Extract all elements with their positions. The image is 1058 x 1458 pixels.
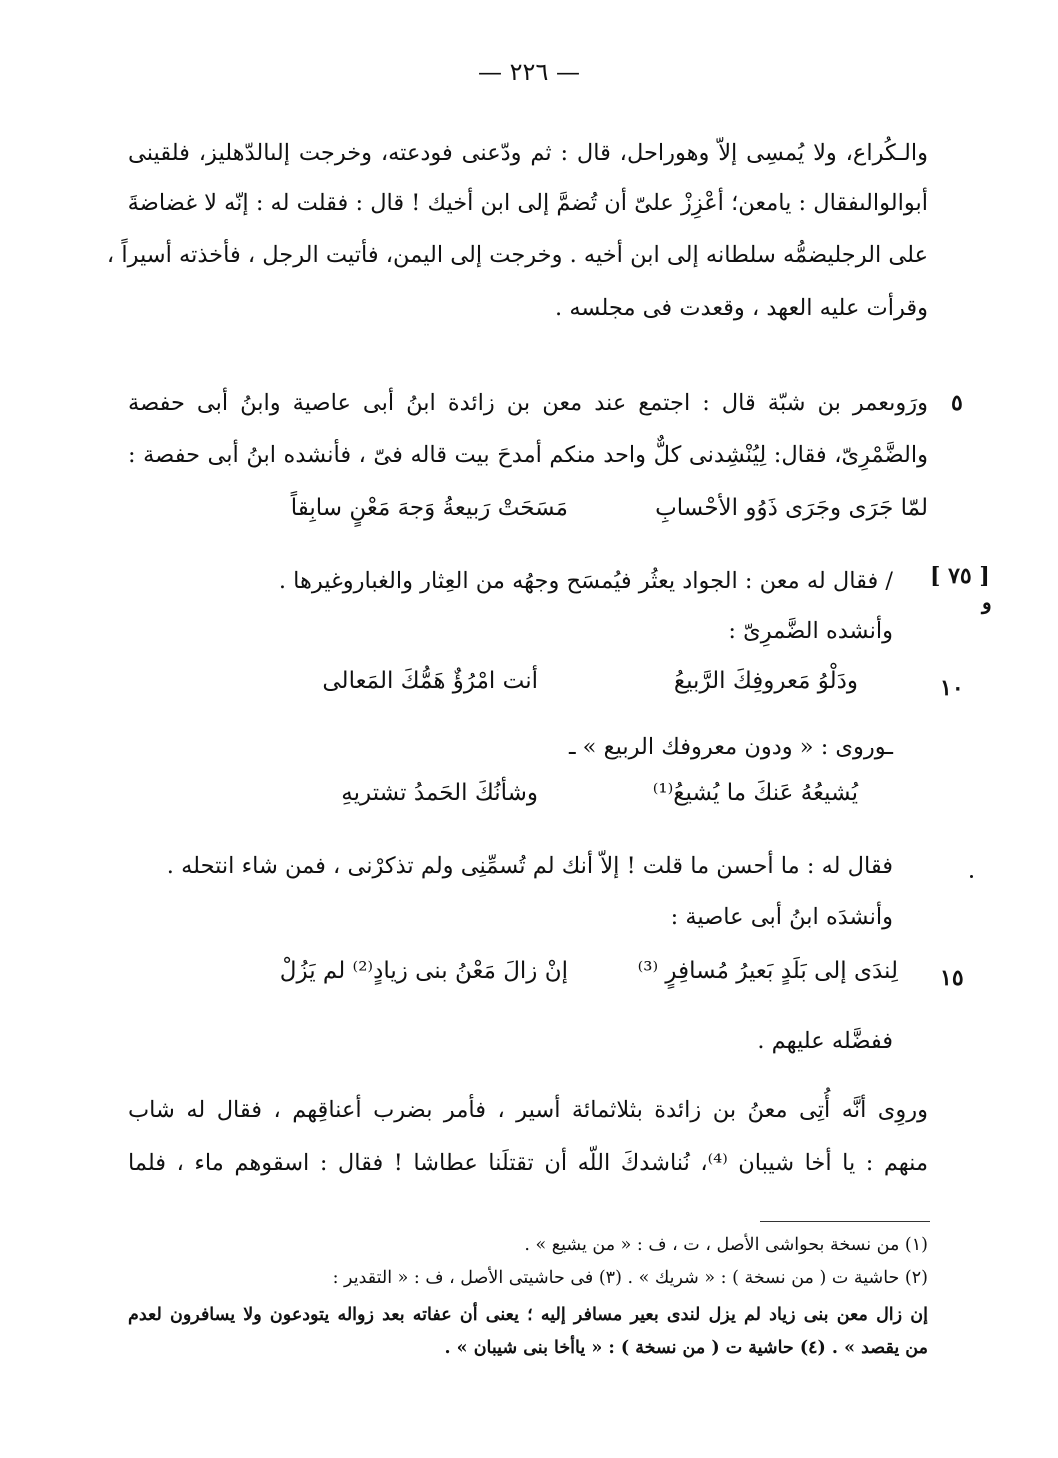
margin-folio-ref: [ ٧٥ ]: [930, 563, 990, 589]
text-line: وأنشده الضَّمرِىّ :: [728, 618, 893, 644]
verse-first-hemistich: وشأنُكَ الحَمدُ تشتريهِ: [341, 780, 538, 806]
footnote: من يقصد » . (٤) حاشية ت ( من نسخة ) : « ياأخا بنى شيبان » .: [444, 1338, 928, 1358]
verse-first-hemistich: إنْ زالَ مَعْنُ بنى زيادٍ⁽²⁾ لم يَزُلْ: [279, 958, 568, 984]
text-line: والضَّمْرِىّ، فقال: لِيُنْشِدنى كلٌّ واحد منكم أمدحَ بيت قاله فىّ ، فأنشده ابنُ أبى حفصة :: [128, 442, 928, 468]
text-line: أبوالوالىفقال : يامعن؛ أعْزِزْ علىّ أن تُضمَّ إلى ابن أخيك ! قال : فقلت له : إنّه لا غضاضةَ: [127, 190, 928, 216]
text-line: / فقال له معن : الجواد يعثُر فيُمسَح وجهُه من العِثار والغباروغيرها .: [278, 568, 893, 594]
footnote: (٢) حاشية ت ( من نسخة ) : « شريك » . (٣) فى حاشيتى الأصل ، ف : « التقدير :: [332, 1268, 928, 1288]
line-number: ١٥: [940, 965, 964, 991]
text-line: على الرجليضمُّه سلطانه إلى ابن أخيه . وخرجت إلى اليمن، فأتيت الرجل ، فأخذته أسيراً ،: [106, 242, 928, 268]
text-line: منهم : يا أخا شيبان ⁽⁴⁾، نُناشدكَ اللّه أن تقتلَنا عطاشا ! فقال : اسقوهم ماء ، فلما: [128, 1150, 929, 1176]
verse-second-hemistich: ودَلْوُ مَعروفِكَ الرَّبيعُ: [673, 668, 858, 694]
footnote-separator: [760, 1221, 930, 1222]
text-line: ورَوىعمر بن شبّة قال : اجتمع عند معن بن زائدة ابنُ أبى عاصية وابنُ أبى حفصة: [128, 390, 928, 416]
footnote: (١) من نسخة بحواشى الأصل ، ت ، ف : « من يشيع » .: [524, 1235, 928, 1255]
line-number: ١٠: [940, 675, 964, 701]
text-line: وروِى أنَّه أُتِى معنُ بن زائدة بثلاثمائة أسير ، فأمر بضرب أعناقِهم ، فقال له شاب: [128, 1097, 928, 1123]
line-number: ٥: [951, 390, 963, 416]
verse-first-hemistich: مَسَحَتْ رَبيعةُ وَجهَ مَعْنٍ سابِقاً: [290, 495, 568, 521]
text-line: فقال له : ما أحسن ما قلت ! إلاّ أنك لم تُسمِّنِى ولم تذكرْنى ، فمن شاء انتحله .: [166, 853, 893, 879]
footnote: إن زال معن بنى زياد لم يزل لندى بعير مسافر إليه ؛ يعنى أن عفاته بعد زواله يتودعون ولا يسافرون لعدم: [128, 1305, 928, 1325]
text-line: وقرأت عليه العهد ، وقعدت فى مجلسه .: [555, 295, 928, 321]
verse-first-hemistich: أنت امْرُؤٌ هَمُّكَ المَعالى: [322, 668, 538, 694]
text-line: وأنشدَه ابنُ أبى عاصية :: [670, 904, 893, 930]
text-line: ففضَّله عليهم .: [757, 1028, 893, 1054]
verse-second-hemistich: لِندَى إلى بَلَدٍ بَعيرُ مُسافِرٍ ⁽³⁾: [637, 958, 898, 984]
verse-second-hemistich: يُشيعُهُ عَنكَ ما يُشيعُ⁽¹⁾: [652, 780, 858, 806]
text-line: والـكُراع، ولا يُمسِى إلاّ وهوراحل، قال : ثم ودّعنى فودعته، وخرجت إلىالدّهليز، فلقينى: [128, 140, 928, 166]
margin-dot: [970, 875, 973, 878]
page-number: — ٢٢٦ —: [478, 58, 580, 86]
margin-folio-side: و: [982, 590, 992, 614]
variant-note: ـوروى : « ودون معروفك الربيع » ـ: [568, 734, 893, 760]
verse-second-hemistich: لمّا جَرَى وجَرَى ذَوُو الأحْسابِ: [655, 495, 928, 521]
